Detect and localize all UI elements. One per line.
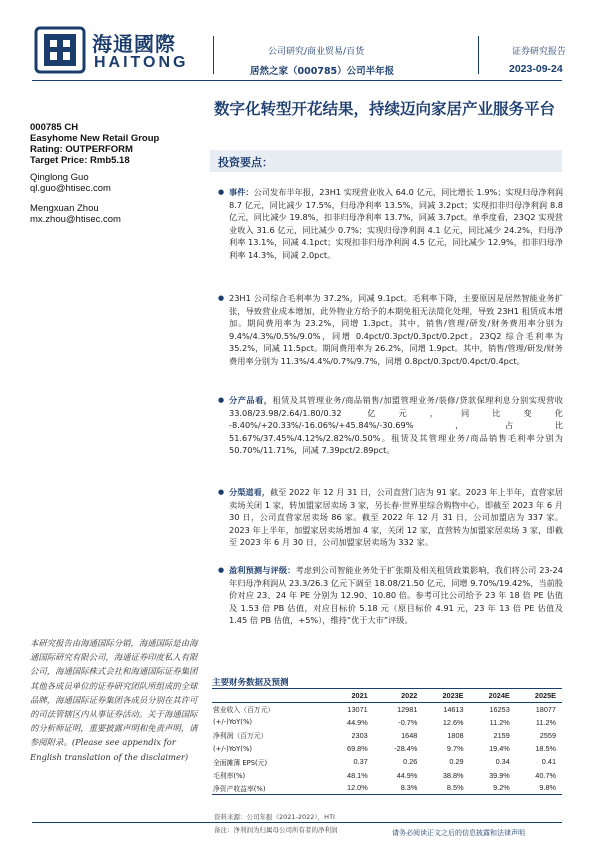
logo-english-name: HAITONG	[94, 54, 189, 71]
bullet-text: 23H1 公司综合毛利率为 37.2%，同减 9.1pct。毛利率下降，主要原因是居然智能业务扩张，导致营业成本增加，此外物业方给予的本期免租无法简化处理，导致 23H1 租赁成本增加。期间费用率为 23.2%，同增 1.3pct。其中，销售/管理/研发/财务费用率分别为 9.4%/4.3%/0.5%/9.0%，同增 0.4pct/0.3pct/0.3pct/0.2pct。23Q2 综合毛利率为 35.2%，同减 11.5pct。期间费用率为 26.2%，同增 1.9pct。其中，销售/管理/研发/财务费用率分别为 11.3%/4.4%/0.7%/9.7%，同增 0.8pct/0.3pct/0.4pct/0.4pct。	[229, 293, 563, 366]
row-label: 全面摊薄 EPS(元)	[213, 758, 268, 767]
table-cell: 44.9%	[347, 717, 368, 727]
bullet-icon: ●	[218, 396, 225, 404]
table-cell: 19.4%	[489, 744, 510, 754]
table-cell: -0.7%	[398, 717, 418, 727]
rating: Rating: OUTPERFORM	[30, 144, 133, 155]
table-cell: 13071	[347, 704, 368, 714]
column-header	[212, 689, 328, 703]
table-cell: -28.4%	[394, 744, 418, 754]
table-cell: 39.9%	[489, 770, 510, 780]
bullet-paragraph	[229, 486, 563, 549]
bullet-lead: 分渠道看，	[229, 487, 270, 497]
table-cell: 44.9%	[396, 770, 418, 780]
table-cell: 9.2%	[470, 782, 516, 795]
table-cell: 11.2%	[535, 717, 556, 727]
bullet-lead: 盈利预测与评级：	[229, 565, 296, 575]
table-header-row	[212, 689, 562, 703]
row-label: 净资产收益率(%)	[212, 782, 328, 795]
table-cell: 0.41	[541, 757, 556, 767]
column-header: 2024E	[470, 689, 516, 703]
row-label: 净利润（百万元）	[213, 732, 268, 741]
bullet-text: 截至 2022 年 12 月 31 日，公司直营门店为 91 家。2023 年上半年，直营家居卖场关闭 1 家，转加盟家居卖场 3 家，另长春·世界里综合购物中心，即截至 2023 年 6 月 30 日，公司直营家居卖场 86 家。截至 2022 年 12 月 31 日，公司加盟店为 337 家。2023 年上半年，加盟家居卖场增加 4 家，关闭 12 家，直营转为加盟家居卖场 3 家，即截至 2023 年 6 月 30 日，公司加盟家居卖场为 332 家。	[229, 487, 563, 547]
row-label: 营业收入（百万元）	[213, 706, 275, 715]
row-label: (+/-)YoY(%)	[213, 718, 253, 727]
table-cell: 48.1%	[347, 770, 368, 780]
table-cell: 8.5%	[423, 782, 469, 795]
table-cell: 9.7%	[446, 744, 464, 754]
table-row	[212, 742, 562, 755]
table-cell: 1648	[401, 730, 418, 740]
footer-rule	[32, 822, 562, 823]
bullet-lead: 分产品看，	[229, 395, 273, 405]
report-doc-type: 证券研究报告	[512, 47, 567, 57]
bullet-icon: ●	[218, 566, 225, 574]
table-row	[212, 782, 562, 795]
bullet-paragraph	[229, 564, 563, 627]
analyst-name: Mengxuan Zhou	[30, 203, 99, 214]
row-label: (+/-)YoY(%)	[213, 744, 253, 753]
footer-note: 备注：净利润为归属母公司所有者的净利润	[214, 826, 338, 834]
table-cell: 12.0%	[328, 782, 374, 795]
bullet-text: 租赁及其管理业务/商品销售/加盟管理业务/装修/贷款保理利息分别实现营收 33.08/23.98/2.64/1.80/0.32 亿元，同比变化 -8.40%/+20.33%/-16.06%/+45.84%/-30.69%，占比 51.67%/37.45%/4.12%/2.82%/0.50%。租赁及其管理业务/商品销售毛利率分别为 50.70%/11.71%，同减 7.39pct/2.89pct。	[229, 395, 563, 455]
table-cell: 0.29	[449, 757, 464, 767]
row-label: 毛利率(%)	[213, 772, 246, 781]
table-cell: 18.5%	[535, 744, 556, 754]
bullet-icon: ●	[218, 488, 225, 496]
header-separator	[478, 36, 479, 74]
target-price: Target Price: Rmb5.18	[30, 155, 130, 166]
table-row	[212, 755, 562, 768]
logo-chinese-name: 海通國際	[92, 32, 176, 56]
table-row	[212, 729, 562, 742]
table-cell: 40.7%	[535, 770, 556, 780]
report-title: 数字化转型开花结果，持续迈向家居产业服务平台	[214, 99, 556, 118]
table-row	[212, 716, 562, 729]
bullet-icon: ●	[218, 188, 225, 196]
table-row	[212, 703, 562, 716]
disclaimer-text: 本研究报告由海通国际分销，海通国际是由海通国际研究有限公司，海通证券印度私人有限公司，海通国际株式会社和海通国际证券集团其他各成员单位的证券研究团队所组成的全球品牌，海通国际证券集团各成员分别在其许可的司法管辖区内从事证券活动。关于海通国际的分析师证明，重要披露声明和免责声明，请参阅附录。(Please see appendix for English translation of the disclaimer)	[30, 638, 198, 762]
header-rule	[32, 80, 562, 81]
column-header: 2022	[374, 689, 424, 703]
column-header: 2023E	[423, 689, 469, 703]
haitong-logo-icon	[34, 26, 86, 74]
analyst-name: Qinglong Guo	[30, 172, 89, 183]
table-cell: 18077	[535, 704, 556, 714]
bullet-text: 考虑到公司智能业务处于扩张期及相关租赁政策影响，我们将公司 23-24 年归母净利润从 23.3/26.3 亿元下调至 18.08/21.50 亿元，同增 9.70%/19.42%，当前股价对应 23、24 年 PE 分别为 12.90、10.80 倍。参考可比公司给予 23 年 18 倍 PE 估值及 1.53 倍 PB 估值，对应目标价 5.18 元（原目标价 4.91 元，23 年 13 倍 PE 估值及 1.45 倍 PB 估值，+5%），维持“优于大市”评级。	[229, 565, 563, 625]
table-cell: 69.8%	[347, 744, 368, 754]
table-cell: 16253	[489, 704, 510, 714]
column-header: 2025E	[516, 689, 562, 703]
table-cell: 0.26	[403, 757, 418, 767]
financials-table	[212, 688, 562, 795]
table-cell: 38.8%	[442, 770, 464, 780]
table-cell: 14613	[443, 704, 464, 714]
table-cell: 2303	[351, 730, 368, 740]
table-cell: 8.3%	[374, 782, 424, 795]
header-separator	[213, 36, 214, 74]
report-date: 2023-09-24	[509, 63, 563, 75]
table-cell: 12981	[397, 704, 418, 714]
table-cell: 11.2%	[489, 717, 510, 727]
investment-highlights-title: 投资要点：	[218, 156, 273, 169]
column-header: 2021	[328, 689, 374, 703]
bullet-lead: 事件：	[229, 187, 254, 197]
table-source: 资料来源：公司年报（2021-2022），HTI	[214, 813, 335, 821]
bullet-paragraph	[229, 394, 563, 457]
bullet-paragraph	[229, 292, 563, 367]
table-cell: 12.6%	[442, 717, 464, 727]
company-english-name: Easyhome New Retail Group	[30, 133, 160, 144]
ticker: 000785 CH	[30, 122, 79, 133]
analyst-email[interactable]: mx.zhou@htisec.com	[30, 214, 121, 225]
bullet-paragraph	[229, 186, 563, 261]
table-cell: 0.37	[353, 757, 368, 767]
table-cell: 9.8%	[516, 782, 562, 795]
bullet-text: 公司发布半年报，23H1 实现营业收入 64.0 亿元，同比增长 1.9%；实现归母净利润 8.7 亿元，同比减少 17.5%，归母净利率 13.5%，同减 3.2pct；实现扣非归母净利润 8.8 亿元，同比减少 19.8%，扣非归母净利率 13.7%，同减 3.7pct。单季度看，23Q2 实现营业收入 31.6 亿元，同比减少 0.7%；实现归母净利润 4.1 亿元，同比减少 24.2%，归母净利率 13.1%，同减 4.1pct；实现扣非归母净利润 4.5 亿元，同比减少 12.9%，扣非归母净利率 14.3%，同减 2.0pct。	[229, 187, 563, 260]
analyst-email[interactable]: ql.guo@htisec.com	[30, 183, 111, 194]
report-category: 公司研究/商业贸易/百货	[268, 47, 365, 57]
company-report-label: 居然之家（000785）公司半年报	[250, 66, 395, 77]
footer-legal-notice: 请务必阅读正文之后的信息披露和法律声明	[392, 829, 525, 837]
financials-title: 主要财务数据及预测	[212, 678, 289, 688]
table-row	[212, 768, 562, 781]
table-cell: 2559	[539, 730, 556, 740]
bullet-icon: ●	[218, 294, 225, 302]
table-cell: 1808	[447, 730, 464, 740]
table-cell: 0.34	[495, 757, 510, 767]
table-cell: 2159	[493, 730, 510, 740]
